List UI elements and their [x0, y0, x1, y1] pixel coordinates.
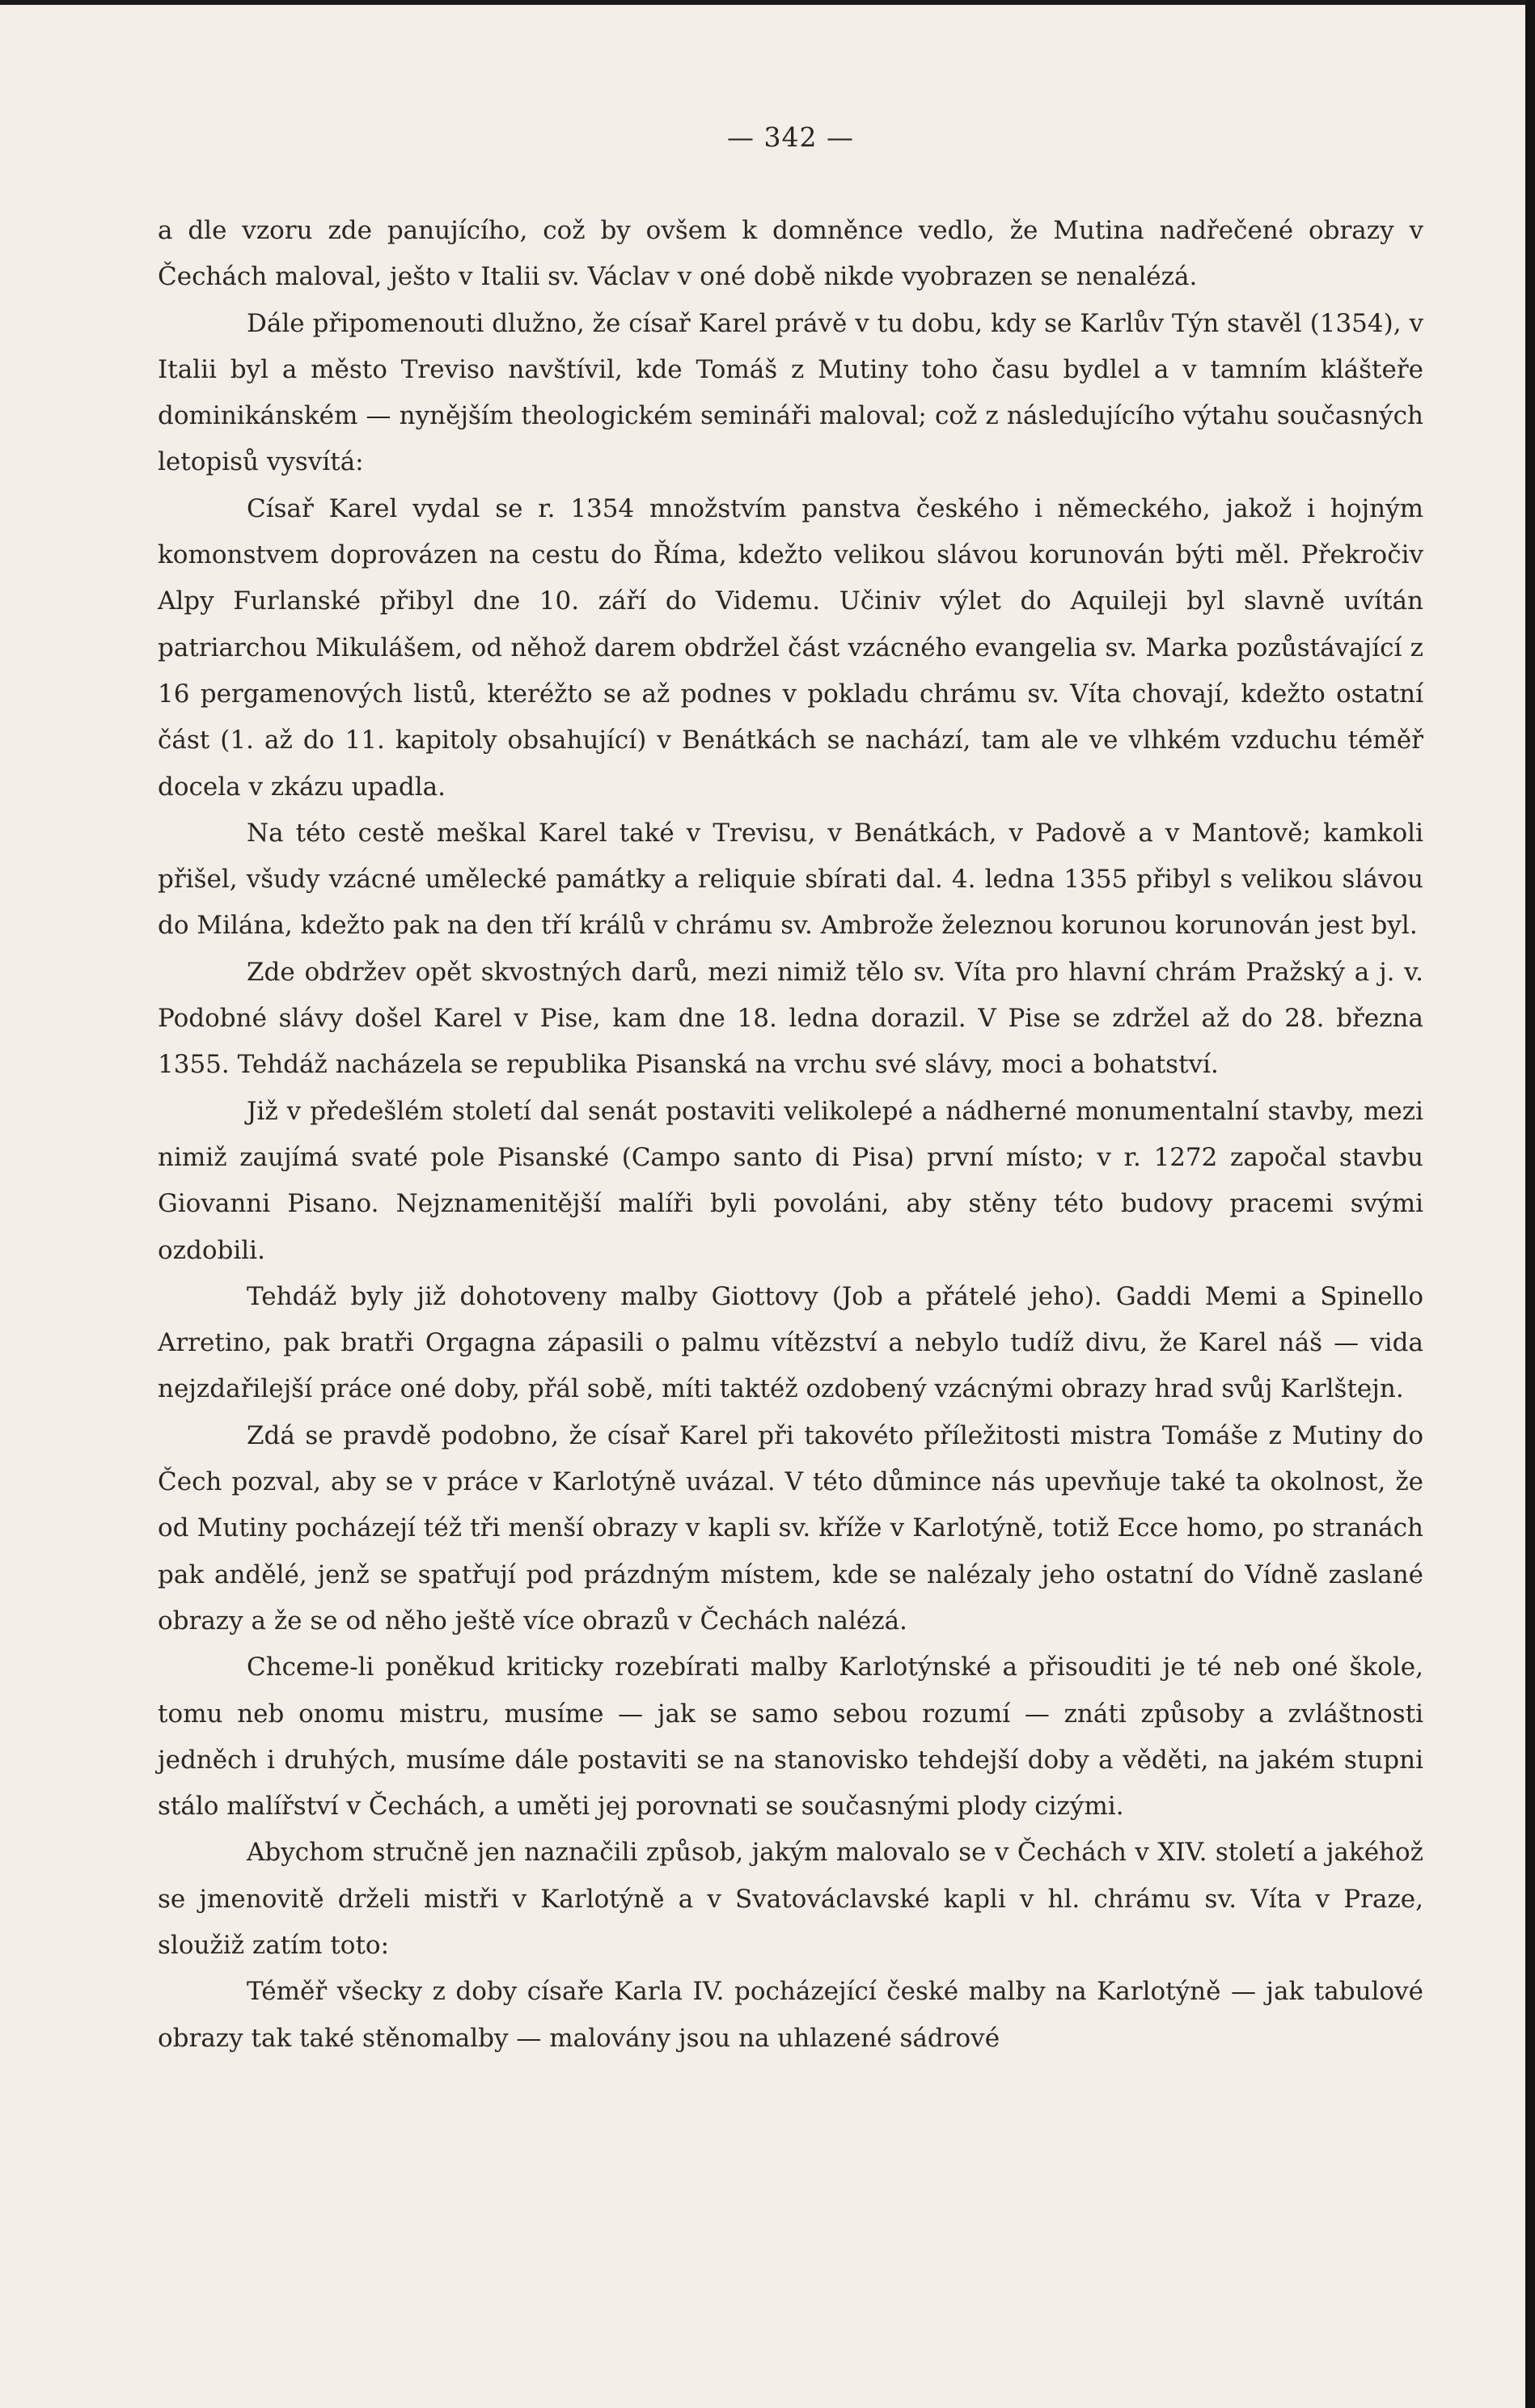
page-number: — 342 — [727, 121, 854, 153]
paragraph: Zde obdržev opět skvostných darů, mezi nimiž tělo sv. Víta pro hlavní chrám Pražský a j. v. Podobné slávy došel Karel v Pise, kam dne 18. ledna dorazil. V Pise se zdržel až do 28. března 1355. Tehdáž nacházela se republika Pisanská na vrchu své slávy, moci a bohatství. [158, 957, 1423, 1080]
page-binding-edge [1525, 0, 1535, 2408]
paragraph: Tehdáž byly již dohotoveny malby Giottovy (Job a přátelé jeho). Gaddi Memi a Spinello Arretino, pak bratři Orgagna zápasili o palmu vítězství a nebylo tudíž divu, že Karel náš — vida nejzdařilejší práce oné doby, přál sobě, míti taktéž ozdobený vzácnými obrazy hrad svůj Karlštejn. [158, 1281, 1423, 1404]
document-page [158, 121, 1423, 2062]
paragraph: Císař Karel vydal se r. 1354 množstvím panstva českého i německého, jakož i hojným komonstvem doprovázen na cestu do Říma, kdežto velikou slávou korunován býti měl. Překročiv Alpy Furlanské přibyl dne 10. září do Videmu. Učiniv výlet do Aquileji byl slavně uvítán patriarchou Mikulášem, od něhož darem obdržel část vzácného evangelia sv. Marka pozůstávající z 16 pergamenových listů, kteréžto se až podnes v pokladu chrámu sv. Víta chovají, kdežto ostatní část (1. až do 11. kapitoly obsahující) v Benátkách se nachází, tam ale ve vlhkém vzduchu téměř docela v zkázu upadla. [158, 493, 1423, 802]
page-top-edge [0, 0, 1535, 5]
paragraph: Již v předešlém století dal senát postaviti velikolepé a nádherné monumentalní stavby, mezi nimiž zaujímá svaté pole Pisanské (Campo santo di Pisa) první místo; v r. 1272 započal stavbu Giovanni Pisano. Nejznamenitější malíři byli povoláni, aby stěny této budovy pracemi svými ozdobili. [158, 1096, 1423, 1265]
paragraph: Na této cestě meškal Karel také v Trevisu, v Benátkách, v Padově a v Mantově; kamkoli přišel, všudy vzácné umělecké památky a reliquie sbírati dal. 4. ledna 1355 přibyl s velikou slávou do Milána, kdežto pak na den tří králů v chrámu sv. Ambrože železnou korunou korunován jest byl. [158, 818, 1423, 941]
paragraph: Dále připomenouti dlužno, že císař Karel právě v tu dobu, kdy se Karlův Týn stavěl (1354), v Italii byl a město Treviso navštívil, kde Tomáš z Mutiny toho času bydlel a v tamním klášteře dominikánském — nynějším theologickém semináři maloval; což z následujícího výtahu současných letopisů vysvítá: [158, 308, 1423, 477]
paragraph: Chceme-li poněkud kriticky rozebírati malby Karlotýnské a přisouditi je té neb oné škole, tomu neb onomu mistru, musíme — jak se samo sebou rozumí — znáti způsoby a zvláštnosti jedněch i druhých, musíme dále postaviti se na stanovisko tehdejší doby a věděti, na jakém stupni stálo malířství v Čechách, a uměti jej porovnati se současnými plody cizými. [158, 1653, 1423, 1822]
paragraph: a dle vzoru zde panujícího, což by ovšem k domněnce vedlo, že Mutina nadřečené obrazy v Čechách maloval, ješto v Italii sv. Václav v oné době nikde vyobrazen se nenalézá. [158, 216, 1423, 292]
paragraph: Zdá se pravdě podobno, že císař Karel při takovéto příležitosti mistra Tomáše z Mutiny do Čech pozval, aby se v práce v Karlotýně uvázal. V této důmince nás upevňuje také ta okolnost, že od Mutiny pocházejí též tři menší obrazy v kapli sv. kříže v Karlotýně, totiž Ecce homo, po stranách pak andělé, jenž se spatřují pod prázdným místem, kde se nalézaly jeho ostatní do Vídně zaslané obrazy a že se od něho ještě více obrazů v Čechách nalézá. [158, 1420, 1423, 1636]
paragraph: Téměř všecky z doby císaře Karla IV. pocházející české malby na Karlotýně — jak tabulové obrazy tak také stěnomalby — malovány jsou na uhlazené sádrové [158, 1977, 1423, 2053]
paragraph: Abychom stručně jen naznačili způsob, jakým malovalo se v Čechách v XIV. století a jakéhož se jmenovitě drželi mistři v Karlotýně a v Svatováclavské kapli v hl. chrámu sv. Víta v Praze, sloužiž zatím toto: [158, 1838, 1423, 1960]
